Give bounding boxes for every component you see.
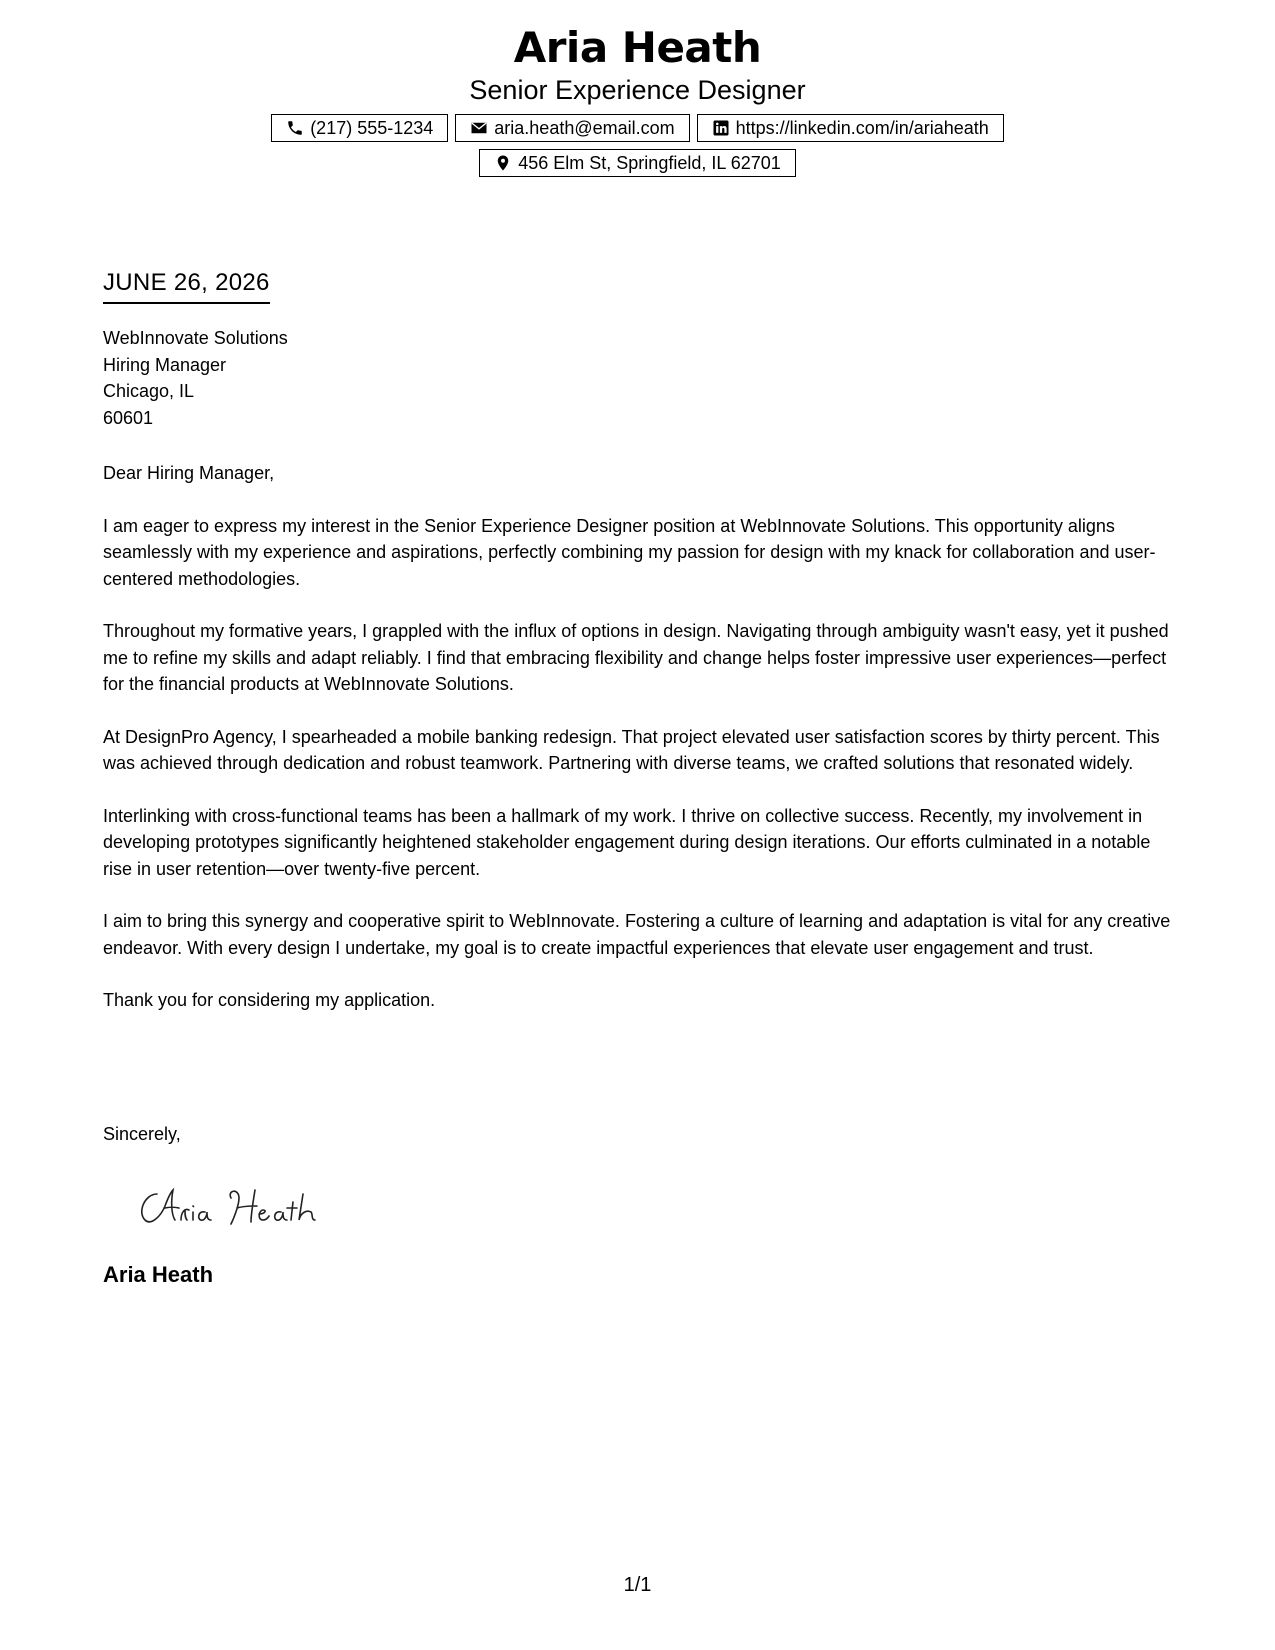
recipient-city: Chicago, IL [103,381,195,401]
recipient-company: WebInnovate Solutions [103,328,288,348]
recipient-block [103,325,1183,431]
contact-row [0,114,1275,142]
handwritten-signature [135,1180,335,1230]
letter-date: JUNE 26, 2026 [103,268,270,304]
body-paragraph: Throughout my formative years, I grappled with the influx of options in design. Navigating through ambiguity wasn't easy, yet it pushed me to refine my skills and adapt reliably. I find that embracing flexibility and change helps foster impressive user experiences—perfect for the financial products at WebInnovate Solutions. [103,621,1169,694]
recipient-contact: Hiring Manager [103,354,227,375]
letter-header [0,22,1275,177]
page-number: 1/1 [623,1574,652,1596]
address-contact[interactable] [479,149,796,177]
address-text: 456 Elm St, Springfield, IL 62701 [518,153,781,173]
closing: Sincerely, [103,1124,181,1144]
applicant-name: Aria Heath [513,23,762,72]
letter-body [103,460,1183,1040]
phone-contact[interactable] [271,114,448,142]
email-text: aria.heath@email.com [494,118,675,138]
map-marker-icon [494,154,512,172]
email-contact[interactable] [455,114,689,142]
body-paragraph: I am eager to express my interest in the Senior Experience Designer position at WebInnovate Solutions. This opportunity aligns seamlessly with my experience and aspirations, perfectly combining my passion for design with my knack for collaboration and user-centered methodologies. [103,515,1156,589]
body-paragraph: I aim to bring this synergy and cooperative spirit to WebInnovate. Fostering a culture of learning and adaptation is vital for any creative endeavor. With every design I undertake, my goal is to create impactful experiences that elevate user engagement and trust. [103,911,1171,958]
linkedin-contact[interactable] [697,114,1004,142]
printed-name: Aria Heath [103,1262,214,1287]
linkedin-icon [712,119,730,137]
body-paragraph: At DesignPro Agency, I spearheaded a mobile banking redesign. That project elevated user satisfaction scores by thirty percent. This was achieved through dedication and robust teamwork. Partnering with diverse teams, we crafted solutions that resonated widely. [103,726,1160,773]
applicant-title: Senior Experience Designer [469,75,806,105]
phone-icon [286,119,304,137]
salutation: Dear Hiring Manager, [103,463,275,483]
phone-text: (217) 555-1234 [310,118,434,138]
linkedin-text: https://linkedin.com/in/ariaheath [735,118,989,138]
recipient-zip: 60601 [103,407,154,428]
address-row [0,149,1275,177]
envelope-icon [470,119,488,137]
body-paragraph: Interlinking with cross-functional teams has been a hallmark of my work. I thrive on collective success. Recently, my involvement in developing prototypes significantly heightened stakeholder engagement during design iterations. Our efforts culminated in a notable rise in user retention—over twenty-five percent. [103,805,1151,879]
body-paragraph: Thank you for considering my application. [103,990,436,1010]
